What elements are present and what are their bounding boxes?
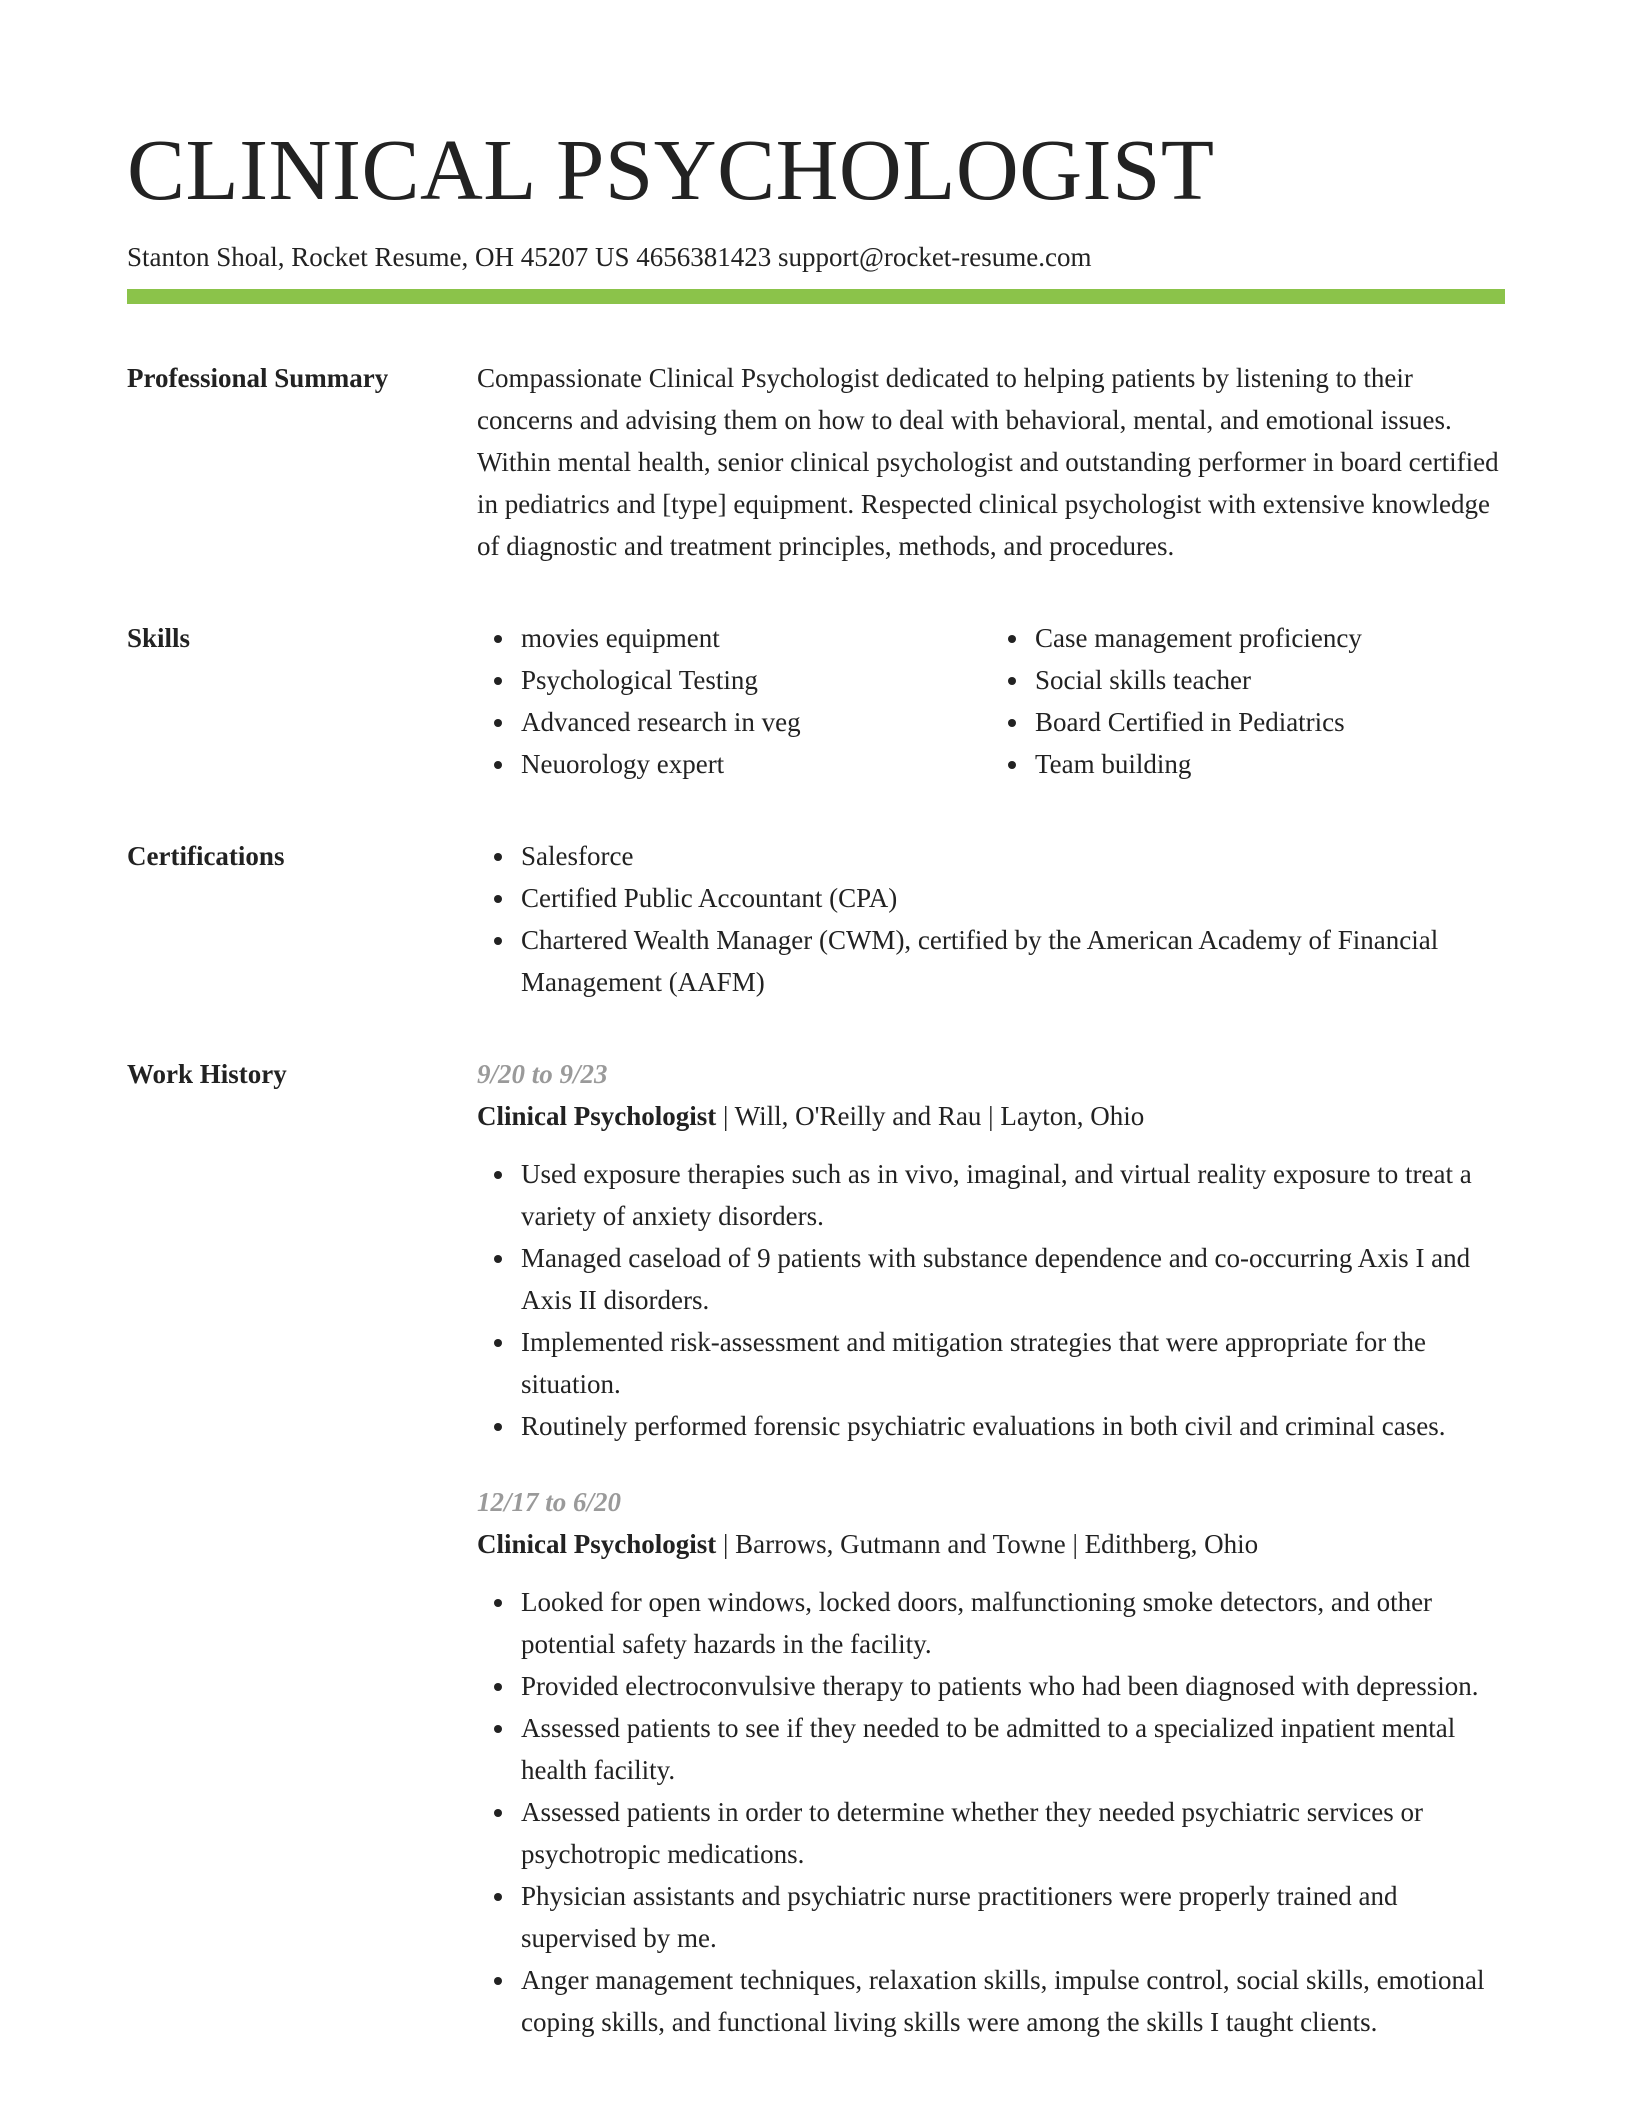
job-title: Clinical Psychologist [477,1101,717,1131]
work-history-body [477,1053,1505,2043]
skill-item: movies equipment [521,617,991,659]
job-bullet: Looked for open windows, locked doors, malfunctioning smoke detectors, and other potential safety hazards in the facility. [521,1581,1505,1665]
job-entry [477,1481,1505,2043]
certifications-section [127,835,1505,1003]
job-bullet: Used exposure therapies such as in vivo, imaginal, and virtual reality exposure to treat a variety of anxiety disorders. [521,1153,1505,1237]
contact-line [127,239,1505,275]
skill-item: Team building [1035,743,1505,785]
skill-item: Case management proficiency [1035,617,1505,659]
certifications-heading: Certifications [127,841,285,871]
skill-item: Advanced research in veg [521,701,991,743]
job-title: Clinical Psychologist [477,1529,717,1559]
accent-divider [127,289,1505,304]
certification-item: Salesforce [521,835,1505,877]
contact-address: Stanton Shoal, Rocket Resume, OH 45207 US [127,242,630,272]
job-bullets [477,1581,1505,2043]
contact-email: support@rocket-resume.com [777,242,1092,272]
job-bullet: Physician assistants and psychiatric nurse practitioners were properly trained and supervised by me. [521,1875,1505,1959]
summary-body [477,357,1505,567]
job-heading [477,1095,1505,1137]
certifications-body [477,835,1505,1003]
job-dates: 12/17 to 6/20 [477,1487,622,1517]
job-bullet: Implemented risk-assessment and mitigation strategies that were appropriate for the situation. [521,1321,1505,1405]
skills-list-right [991,617,1505,785]
job-details: | Barrows, Gutmann and Towne | Edithberg, Ohio [716,1529,1259,1559]
job-bullet: Routinely performed forensic psychiatric evaluations in both civil and criminal cases. [521,1405,1505,1447]
contact-phone: 4656381423 [636,242,772,272]
work-history-heading: Work History [127,1059,287,1089]
skill-item: Social skills teacher [1035,659,1505,701]
resume-title: CLINICAL PSYCHOLOGIST [127,121,1215,218]
job-heading [477,1523,1505,1565]
summary-section [127,357,1505,567]
skill-item: Psychological Testing [521,659,991,701]
certification-item: Certified Public Accountant (CPA) [521,877,1505,919]
skills-body [477,617,1505,785]
skill-item: Neuorology expert [521,743,991,785]
work-history-section [127,1053,1505,2043]
job-bullet: Assessed patients to see if they needed to be admitted to a specialized inpatient mental health facility. [521,1707,1505,1791]
job-details: | Will, O'Reilly and Rau | Layton, Ohio [716,1101,1145,1131]
job-bullet: Provided electroconvulsive therapy to patients who had been diagnosed with depression. [521,1665,1505,1707]
summary-text: Compassionate Clinical Psychologist dedicated to helping patients by listening to their concerns and advising them on how to deal with behavioral, mental, and emotional issues. Within mental health, senior clinical psychologist and outstanding performer in board certified in pediatrics and [type] equipment. Respected clinical psychologist with extensive knowledge of diagnostic and treatment principles, methods, and procedures. [477,363,1499,561]
skill-item: Board Certified in Pediatrics [1035,701,1505,743]
job-bullets [477,1153,1505,1447]
job-dates: 9/20 to 9/23 [477,1059,608,1089]
job-entry [477,1053,1505,1447]
summary-heading: Professional Summary [127,363,389,393]
job-bullet: Managed caseload of 9 patients with substance dependence and co-occurring Axis I and Axis II disorders. [521,1237,1505,1321]
skills-heading: Skills [127,623,191,653]
certification-item: Chartered Wealth Manager (CWM), certified by the American Academy of Financial Management (AAFM) [521,919,1505,1003]
skills-list-left [477,617,991,785]
job-bullet: Assessed patients in order to determine whether they needed psychiatric services or psychotropic medications. [521,1791,1505,1875]
certifications-list [477,835,1505,1003]
job-bullet: Anger management techniques, relaxation skills, impulse control, social skills, emotional coping skills, and functional living skills were among the skills I taught clients. [521,1959,1505,2043]
skills-section [127,617,1505,785]
